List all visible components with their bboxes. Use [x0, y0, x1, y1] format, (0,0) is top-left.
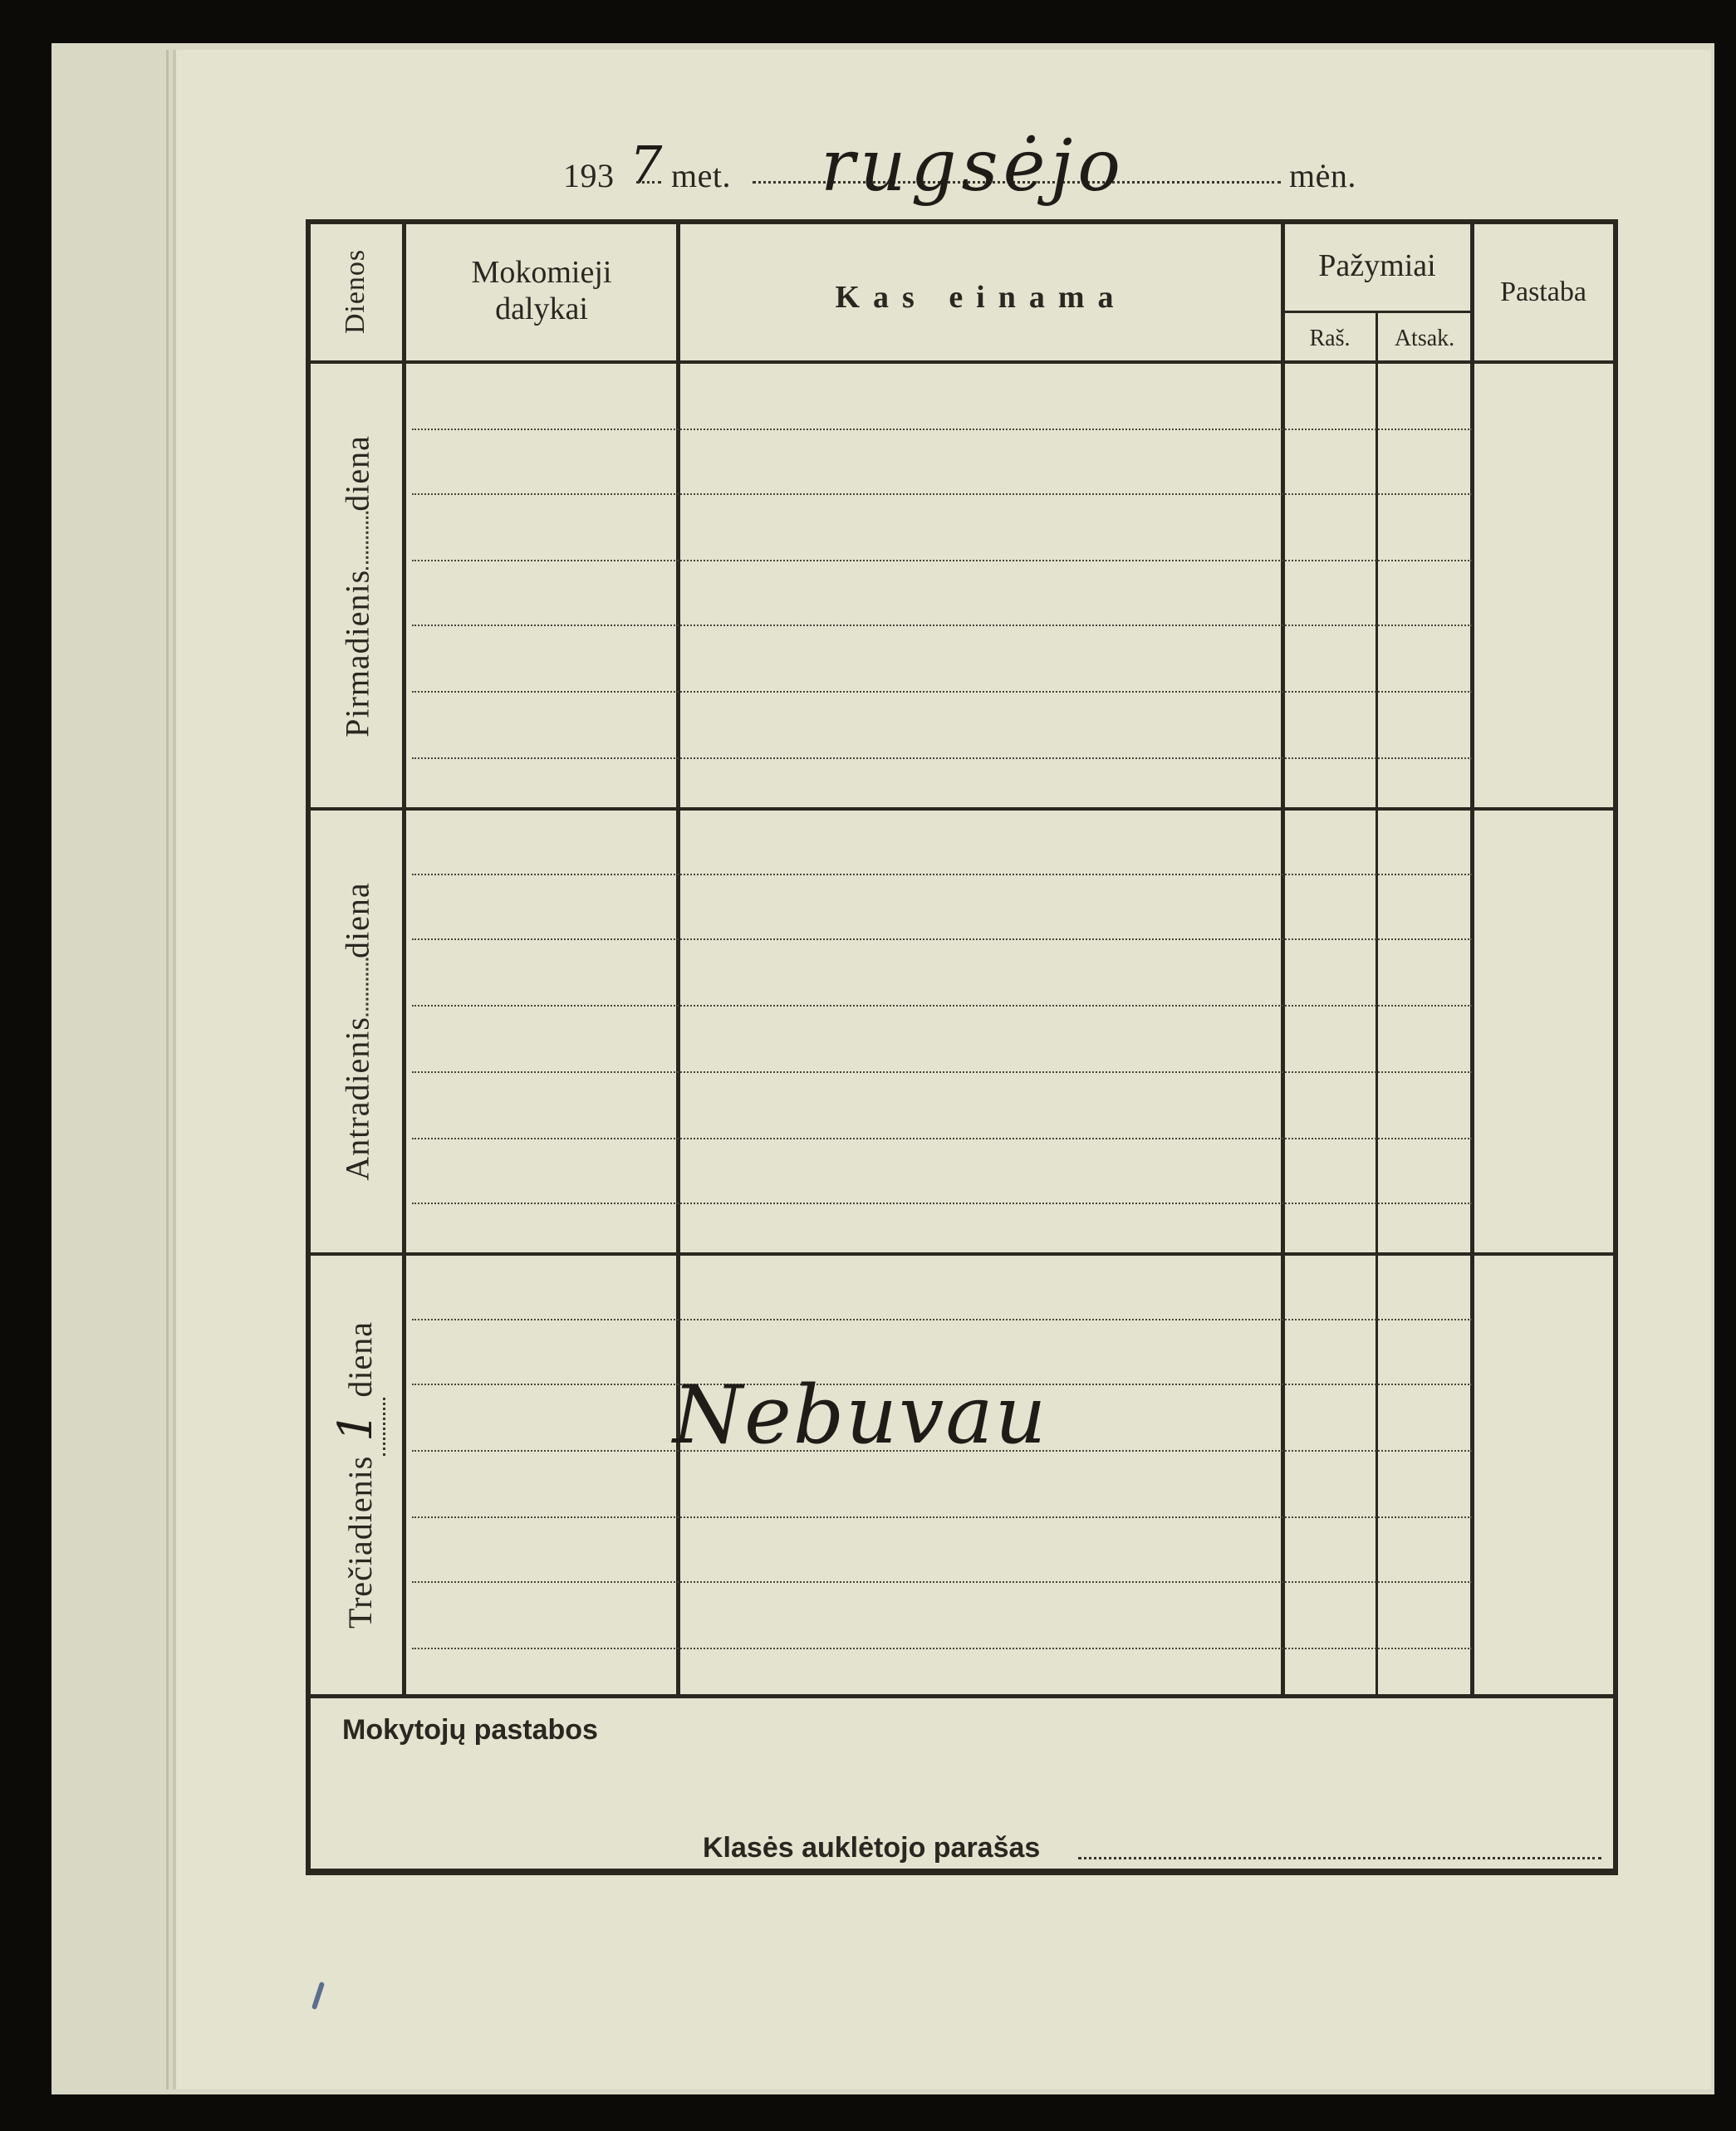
- month-handwritten: rugsėjo: [821, 125, 1126, 208]
- day-label-monday: [311, 365, 404, 807]
- day-name: Pirmadienis: [338, 569, 376, 737]
- day-suffix: diena: [338, 882, 376, 958]
- row-line: [412, 1581, 1472, 1583]
- header-grades: Pažymiai: [1318, 248, 1436, 283]
- header-subjects-line2: dalykai: [495, 291, 588, 326]
- row-line: [412, 1516, 1472, 1518]
- handwritten-entry: Nebuvau: [673, 1369, 1048, 1462]
- day-date: 1: [329, 1398, 385, 1456]
- header-pastaba: Pastaba: [1500, 277, 1586, 307]
- day-label-wednesday: [311, 1256, 404, 1694]
- row-line: [412, 1203, 1472, 1204]
- signature-dots: [1078, 1857, 1601, 1859]
- day-date: [350, 958, 369, 1017]
- row-line: [412, 938, 1472, 940]
- row-line: [412, 1319, 1472, 1320]
- day1-bottom-line: [306, 807, 1618, 811]
- journal-table: [306, 219, 1618, 1875]
- footer-left-border: [306, 1694, 311, 1874]
- row-line: [412, 757, 1472, 759]
- day-name: Antradienis: [338, 1017, 376, 1181]
- men-label: mėn.: [1289, 157, 1356, 194]
- row-line: [412, 1071, 1472, 1073]
- header-subjects-line1: Mokomieji: [471, 255, 612, 290]
- table-bottom-line: [306, 1869, 1618, 1874]
- col-divider-content: [1281, 219, 1285, 1696]
- row-line: [412, 1005, 1472, 1007]
- day-suffix: diena: [341, 1321, 379, 1398]
- day2-bottom-line: [306, 1252, 1618, 1256]
- signature-label: Klasės auklėtojo parašas: [703, 1832, 1041, 1864]
- row-line: [412, 691, 1472, 693]
- day-name: Trečiadienis: [341, 1455, 379, 1629]
- year-handwritten: 7: [630, 135, 663, 195]
- page-edge: [166, 50, 169, 2089]
- year-prefix: 193: [563, 157, 615, 194]
- header-grade-oral: Atsak.: [1394, 326, 1455, 351]
- year-dots: [636, 181, 661, 184]
- row-line: [412, 493, 1472, 495]
- row-line: [412, 429, 1472, 430]
- header-dienos-text: Dienos: [340, 248, 370, 335]
- teacher-notes-label: Mokytojų pastabos: [342, 1714, 598, 1746]
- row-line: [412, 874, 1472, 875]
- col-divider-grades: [1376, 311, 1378, 1696]
- day3-bottom-line: [306, 1694, 1618, 1698]
- grades-subheader-line: [1282, 311, 1472, 313]
- col-divider-pastaba: [1470, 219, 1474, 1696]
- header-grade-written: Raš.: [1309, 326, 1351, 351]
- header-subjects: [407, 254, 676, 327]
- row-line: [412, 560, 1472, 561]
- met-label: met.: [671, 157, 731, 194]
- day-suffix: diena: [338, 435, 376, 512]
- col-divider-subjects: [676, 219, 680, 1696]
- row-line: [412, 1138, 1472, 1139]
- day-date: [350, 512, 369, 570]
- header-bottom-line: [306, 360, 1618, 364]
- day-label-tuesday: [311, 811, 404, 1252]
- header-dienos: [309, 224, 402, 359]
- row-line: [412, 1648, 1472, 1649]
- row-line: [412, 625, 1472, 626]
- footer-right-border: [1613, 1694, 1618, 1874]
- header-content: Kas einama: [835, 280, 1127, 315]
